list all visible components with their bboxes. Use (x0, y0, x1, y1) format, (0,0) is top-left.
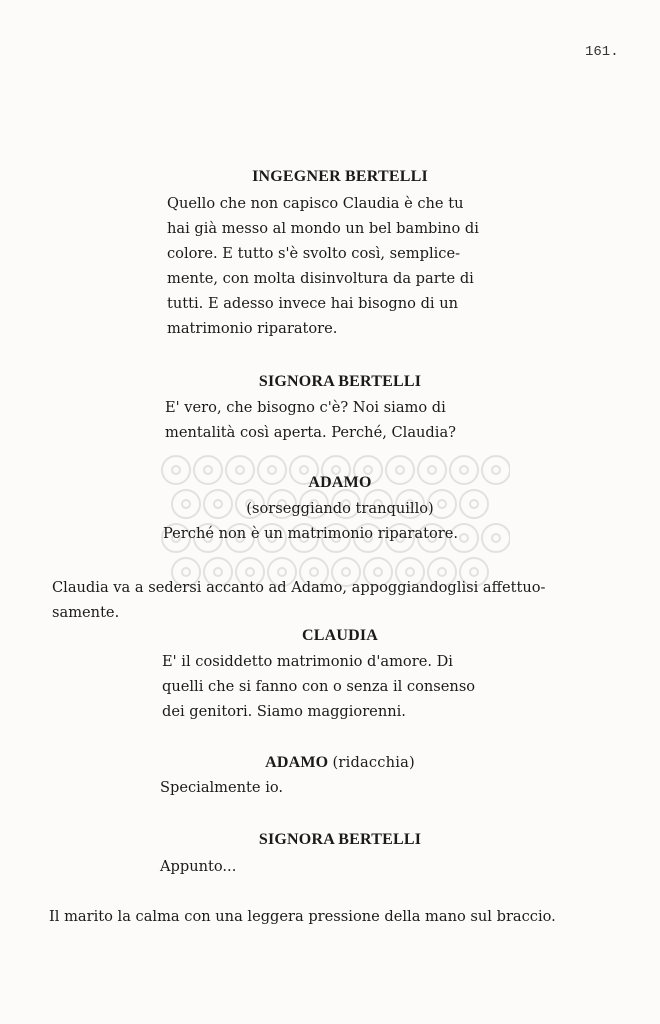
dialogue-line: hai già messo al mondo un bel bambino di (167, 220, 479, 237)
dialogue-line: E' il cosiddetto matrimonio d'amore. Di (162, 653, 453, 670)
stage-line: samente. (52, 604, 120, 621)
speaker-signora-bertelli: SIGNORA BERTELLI (258, 373, 422, 390)
watermark-dot (364, 466, 372, 474)
dialogue-line: mente, con molta disinvoltura da parte di (167, 270, 474, 287)
dialogue-line: E' vero, che bisogno c'è? Noi siamo di (165, 399, 446, 416)
speaker-name: ADAMO (265, 754, 329, 771)
speaker-claudia: CLAUDIA (301, 627, 379, 644)
speaker-ingegner-bertelli: INGEGNER BERTELLI (252, 168, 428, 185)
dialogue-text: Quello che non capisco Claudia è che tu (167, 195, 464, 212)
dialogue-line: colore. E tutto s'è svolto così, semplice- (167, 245, 461, 262)
stage-direction: (ridacchia) (332, 754, 415, 771)
watermark-dot (460, 466, 468, 474)
watermark-dot (172, 466, 180, 474)
watermark-ring (482, 524, 510, 552)
dialogue-line (167, 195, 517, 212)
watermark-dot (492, 466, 500, 474)
stage-direction: (sorseggiando tranquillo) (246, 500, 434, 517)
watermark-dot (332, 466, 340, 474)
dialogue-line: dei genitori. Siamo maggiorenni. (162, 703, 406, 720)
dialogue-line: matrimonio riparatore. (167, 320, 338, 337)
speaker-signora-bertelli: SIGNORA BERTELLI (258, 831, 422, 848)
dialogue-line: tutti. E adesso invece hai bisogno di un (167, 295, 459, 312)
dialogue-line: Specialmente io. (160, 779, 284, 796)
speaker-adamo: ADAMO (308, 474, 372, 491)
watermark-dot (236, 466, 244, 474)
speaker-adamo-ridacchia (160, 754, 520, 772)
watermark-dot (396, 466, 404, 474)
watermark-dot (428, 466, 436, 474)
page-number: 161. (585, 44, 619, 60)
stamp-watermark (160, 452, 510, 592)
stage-direction-paragraph (52, 575, 618, 625)
stage-line: Claudia va a sedersi accanto ad Adamo, appoggiandoglisi affettuo- (52, 579, 546, 596)
watermark-dot (204, 466, 212, 474)
watermark-dot (268, 466, 276, 474)
stage-direction-paragraph: Il marito la calma con una leggera pressione della mano sul braccio. (49, 908, 556, 925)
watermark-dot (300, 466, 308, 474)
dialogue-line: mentalità così aperta. Perché, Claudia? (165, 424, 456, 441)
dialogue-line: quelli che si fanno con o senza il consenso (162, 678, 476, 695)
watermark-dot (460, 534, 468, 542)
dialogue-line: Perché non è un matrimonio riparatore. (163, 525, 458, 542)
watermark-dot (492, 534, 500, 542)
dialogue-line: Appunto... (160, 858, 237, 875)
